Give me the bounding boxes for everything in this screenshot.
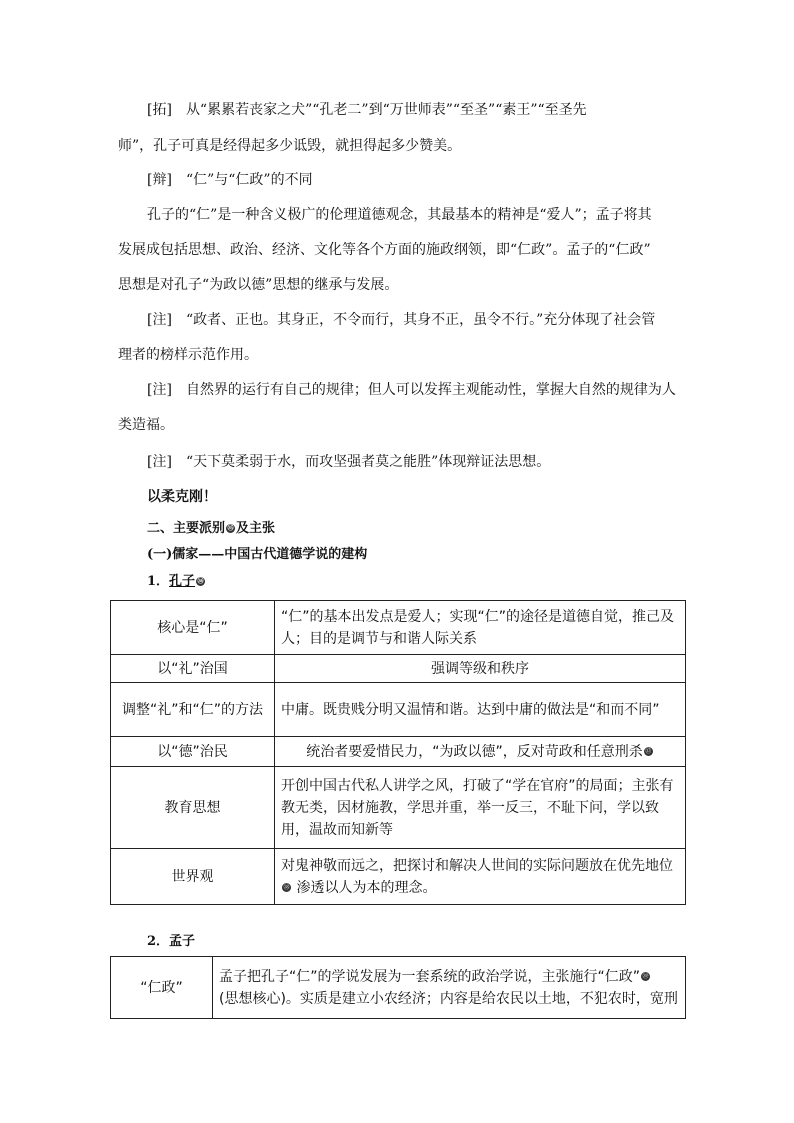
table-row	[111, 957, 686, 1019]
table-value	[213, 957, 686, 1019]
bian-heading	[147, 170, 313, 190]
table-key: 教育思想	[111, 767, 275, 849]
bian-tag: [辩]	[147, 172, 172, 188]
annotation-marker-icon: ㊲	[645, 748, 652, 755]
table-row	[111, 767, 686, 849]
section-heading-text: 二、主要派别	[147, 521, 226, 536]
annotation-marker-icon: ㊱	[197, 578, 204, 585]
table-key: 调整“礼”和“仁”的方法	[111, 683, 275, 737]
zhu2-text: 自然界的运行有自己的规律；但人可以发挥主观能动性，掌握大自然的规律为人	[185, 382, 676, 398]
table-row	[111, 849, 686, 905]
tuo-paragraph-line1	[147, 100, 587, 120]
mengzi-heading: 2．孟子	[147, 934, 196, 949]
zhu2-line1	[147, 380, 676, 400]
zhu1-line1	[147, 310, 655, 330]
table-value-text-cont: 渗透以人为本的理念。	[296, 879, 437, 896]
kongzi-table	[110, 600, 686, 905]
bian-line2: 发展成包括思想、政治、经济、文化等各个方面的施政纲领，即“仁政”。孟子的“仁政”	[118, 242, 651, 258]
table-row	[111, 737, 686, 767]
table-key: “仁政”	[111, 957, 213, 1019]
table-key: 核心是“仁”	[111, 601, 275, 655]
mengzi-table	[110, 956, 686, 1019]
bian-title: “仁”与“仁政”的不同	[185, 172, 313, 188]
table-key: 世界观	[111, 849, 275, 905]
zhu3-line1	[147, 452, 550, 472]
bian-line3: 思想是对孔子“为政以德”思想的继承与发展。	[118, 277, 399, 293]
table-value: “仁”的基本出发点是爱人；实现“仁”的途径是道德自觉，推己及人；目的是调节与和谐人际关系	[275, 601, 686, 655]
zhu1-text: “政者、正也。其身正，不令而行，其身不正，虽令不行。”充分体现了社会管	[185, 312, 656, 328]
kongzi-number: 1．	[147, 574, 170, 589]
table-value: 中庸。既贵贱分明又温情和谐。达到中庸的做法是“和而不同”	[275, 683, 686, 737]
bian-line1: 孔子的“仁”是一种含义极广的伦理道德观念，其最基本的精神是“爱人”；孟子将其	[147, 207, 652, 223]
tuo-paragraph-line2: 师”，孔子可真是经得起多少诋毁，就担得起多少赞美。	[118, 138, 462, 154]
annotation-marker-icon: ㉟	[227, 525, 234, 532]
table-value	[275, 849, 686, 905]
table-row	[111, 655, 686, 683]
table-key: 以“礼”治国	[111, 655, 275, 683]
table-value: 开创中国古代私人讲学之风，打破了“学在官府”的局面；主张有教无类，因材施教，学思并重，举一反三，不耻下问，学以致用，温故而知新等	[275, 767, 686, 849]
table-value-text: 孟子把孔子“仁”的学说发展为一套系统的政治学说，主张施行“仁政”	[219, 968, 641, 985]
zhu1-line2: 理者的榜样示范作用。	[118, 347, 258, 363]
confucian-subheading: (一)儒家——中国古代道德学说的建构	[147, 547, 368, 562]
table-value-text: 统治者要爱惜民力，“为政以德”，反对苛政和任意刑杀	[306, 743, 643, 760]
table-value	[275, 737, 686, 767]
table-value-text: 对鬼神敬而远之，把探讨和解决人世间的实际问题放在优先地位	[281, 857, 673, 874]
rou-ke-gang: 以柔克刚！	[147, 489, 217, 505]
table-row	[111, 601, 686, 655]
section-heading-suffix: 及主张	[236, 521, 276, 536]
tuo-text: 从“累累若丧家之犬”“孔老二”到“万世师表”“至圣”“素王”“至圣先	[185, 102, 587, 118]
annotation-marker-icon: ㊳	[283, 884, 290, 891]
zhu3-text: “天下莫柔弱于水，而攻坚强者莫之能胜”体现辩证法思想。	[185, 454, 551, 470]
zhu2-line2: 类造福。	[118, 417, 174, 433]
table-row	[111, 683, 686, 737]
annotation-marker-icon: ㊴	[642, 973, 649, 980]
table-value: 强调等级和秩序	[275, 655, 686, 683]
tuo-tag: [拓]	[147, 102, 172, 118]
table-value-text-cont: (思想核心)。实质是建立小农经济；内容是给农民以土地，不犯农时，宽刑	[219, 990, 678, 1007]
kongzi-name: 孔子	[169, 574, 196, 589]
table-key: 以“德”治民	[111, 737, 275, 767]
zhu1-tag: [注]	[147, 312, 172, 328]
section-heading	[147, 519, 275, 539]
kongzi-heading	[147, 572, 206, 592]
zhu3-tag: [注]	[147, 454, 172, 470]
zhu2-tag: [注]	[147, 382, 172, 398]
